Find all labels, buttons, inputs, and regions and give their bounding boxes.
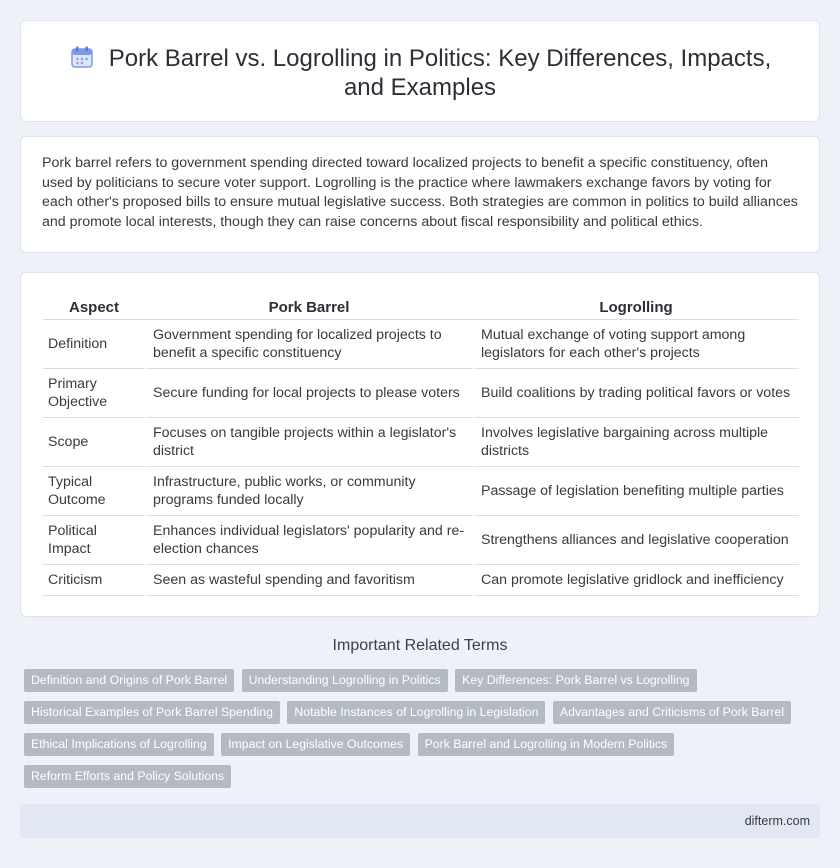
intro-card [20,136,820,253]
table-row [43,565,799,596]
cell-aspect: Definition [43,320,145,369]
header-pork-barrel: Pork Barrel [145,293,473,320]
footer [20,804,820,838]
related-term-tag[interactable]: Notable Instances of Logrolling in Legislation [287,701,545,724]
page-title-text: Pork Barrel vs. Logrolling in Politics: Key Differences, Impacts, and Examples [108,45,772,101]
cell-aspect: Scope [43,418,145,467]
cell-aspect: Political Impact [43,516,145,565]
related-terms-list [24,669,804,797]
cell-logrolling: Strengthens alliances and legislative cooperation [473,516,799,565]
cell-aspect: Primary Objective [43,369,145,418]
related-term-tag[interactable]: Pork Barrel and Logrolling in Modern Politics [418,733,675,756]
related-term-tag[interactable]: Ethical Implications of Logrolling [24,733,214,756]
header-logrolling: Logrolling [473,293,799,320]
footer-site-link[interactable]: difterm.com [744,814,810,828]
related-term-tag[interactable]: Impact on Legislative Outcomes [221,733,410,756]
cell-logrolling: Mutual exchange of voting support among legislators for each other's projects [473,320,799,369]
related-term-tag[interactable]: Understanding Logrolling in Politics [242,669,448,692]
cell-aspect: Criticism [43,565,145,596]
intro-text: Pork barrel refers to government spending directed toward localized projects to benefit a specific constituency, often used by politicians to secure voter support. Logrolling is the practice where lawmakers exchange favors by voting for each other's proposed bills to ensure mutual legislative success. Both strategies are common in politics to build alliances and promote local interests, though they can raise concerns about fiscal responsibility and political ethics. [42,155,798,230]
cell-pork-barrel: Government spending for localized projects to benefit a specific constituency [145,320,473,369]
calendar-icon [69,44,95,70]
cell-logrolling: Build coalitions by trading political favors or votes [473,369,799,418]
table-row [43,418,799,467]
comparison-table [43,293,799,596]
table-row [43,320,799,369]
related-term-tag[interactable]: Definition and Origins of Pork Barrel [24,669,234,692]
table-row [43,467,799,516]
table-row [43,516,799,565]
cell-aspect: Typical Outcome [43,467,145,516]
cell-logrolling: Can promote legislative gridlock and inefficiency [473,565,799,596]
cell-pork-barrel: Focuses on tangible projects within a legislator's district [145,418,473,467]
comparison-table-card [20,272,820,617]
header-card [20,20,820,122]
table-header-row [43,293,799,320]
cell-pork-barrel: Secure funding for local projects to please voters [145,369,473,418]
related-term-tag[interactable]: Advantages and Criticisms of Pork Barrel [553,701,791,724]
related-term-tag[interactable]: Reform Efforts and Policy Solutions [24,765,231,788]
header-aspect: Aspect [43,293,145,320]
cell-pork-barrel: Enhances individual legislators' popularity and re-election chances [145,516,473,565]
cell-logrolling: Involves legislative bargaining across multiple districts [473,418,799,467]
cell-logrolling: Passage of legislation benefiting multiple parties [473,467,799,516]
cell-pork-barrel: Seen as wasteful spending and favoritism [145,565,473,596]
page-title [51,44,789,102]
cell-pork-barrel: Infrastructure, public works, or community programs funded locally [145,467,473,516]
related-terms-heading: Important Related Terms [332,637,508,654]
table-row [43,369,799,418]
related-term-tag[interactable]: Historical Examples of Pork Barrel Spending [24,701,280,724]
related-term-tag[interactable]: Key Differences: Pork Barrel vs Logrolling [455,669,696,692]
